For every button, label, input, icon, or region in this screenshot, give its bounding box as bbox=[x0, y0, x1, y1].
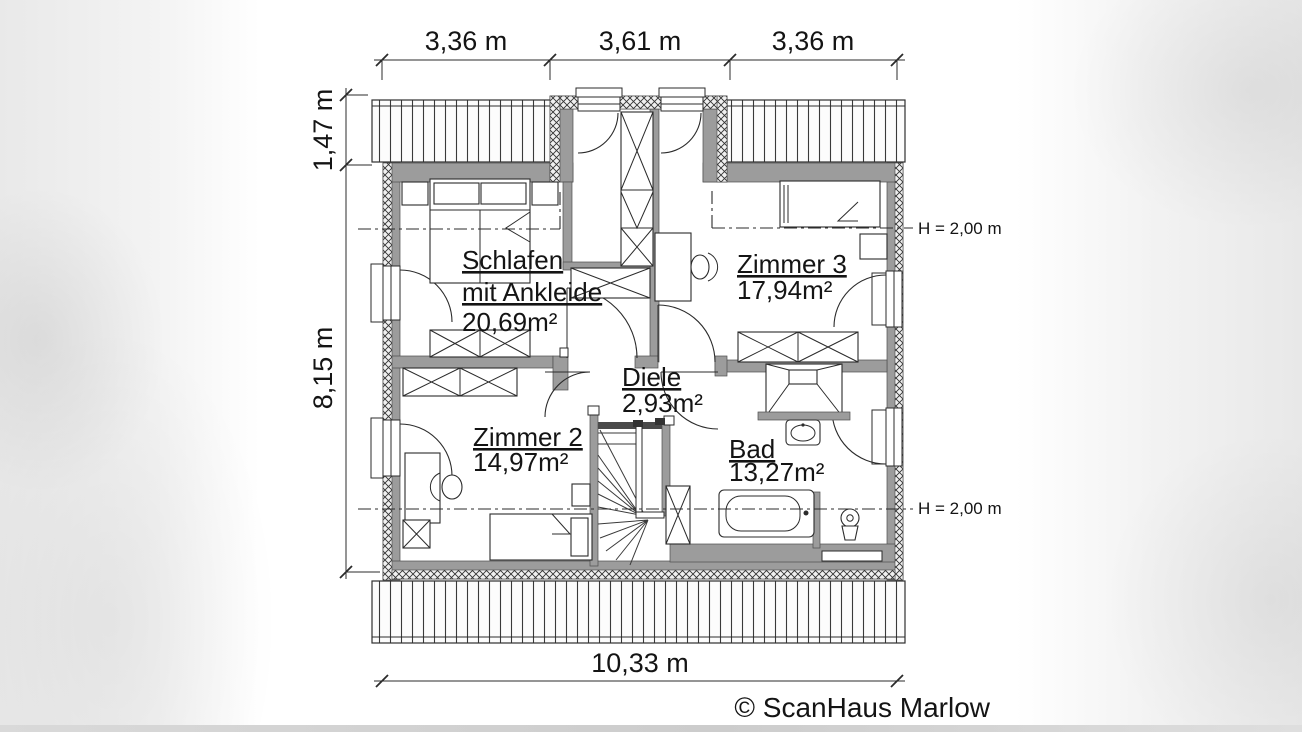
zimmer3-desk-icon bbox=[655, 233, 718, 301]
shower-icon bbox=[758, 364, 850, 420]
eave-top-right bbox=[727, 100, 905, 162]
zimmer3-nightstand-icon bbox=[860, 234, 887, 259]
zimmer2-desk-icon bbox=[405, 453, 462, 523]
stairs-icon bbox=[598, 418, 665, 565]
room-label-schlafen-line2: mit Ankleide bbox=[462, 277, 603, 307]
height-label-lower: H = 2,00 m bbox=[918, 499, 1002, 518]
door-jamb bbox=[560, 348, 568, 357]
zimmer2-bed-icon bbox=[490, 514, 592, 560]
copyright-text: © ScanHaus Marlow bbox=[734, 692, 990, 723]
hatch-wall-right bbox=[895, 163, 903, 580]
room-area-schlafen: 20,69m² bbox=[462, 307, 558, 337]
hatch-dormer-left bbox=[550, 96, 560, 182]
room-label-diele: Diele bbox=[622, 362, 682, 392]
dim-top-1: 3,36 m bbox=[424, 26, 508, 56]
wall-schlafen-zimmer2 bbox=[383, 356, 553, 368]
room-area-diele: 2,93m² bbox=[622, 388, 703, 418]
wardrobe-column-icon bbox=[621, 112, 653, 266]
zimmer3-closet-icon bbox=[738, 332, 858, 362]
toilet-icon bbox=[841, 509, 859, 540]
zimmer2-chest-icon bbox=[403, 520, 430, 548]
bathtub-icon bbox=[719, 490, 814, 537]
stair-guard-rail bbox=[598, 422, 662, 429]
door-jamb bbox=[588, 406, 599, 415]
dim-top-2: 3,61 m bbox=[598, 26, 682, 56]
radiator-niche bbox=[822, 551, 882, 561]
dormer-window-1 bbox=[576, 88, 622, 153]
dim-top-3: 3,36 m bbox=[771, 26, 855, 56]
dimension-bottom bbox=[374, 648, 905, 687]
window-right-zimmer3 bbox=[834, 271, 902, 327]
dimension-top bbox=[374, 26, 905, 80]
eave-top-left bbox=[372, 100, 553, 162]
wall-stub-diele-west bbox=[553, 356, 568, 390]
washbasin-icon bbox=[786, 420, 820, 445]
room-label-bad: Bad bbox=[729, 434, 776, 464]
room-area-zimmer2: 14,97m² bbox=[473, 447, 569, 477]
wall-ankleide-west bbox=[563, 182, 572, 268]
wall-top-right bbox=[703, 163, 903, 182]
zimmer2-shelf-icon bbox=[572, 484, 590, 506]
room-area-zimmer3: 17,94m² bbox=[737, 275, 833, 305]
zimmer3-bed-icon bbox=[780, 181, 880, 227]
zimmer2-closet-icon bbox=[403, 368, 517, 396]
eave-bottom bbox=[372, 581, 905, 643]
dim-bottom-total: 10,33 m bbox=[591, 648, 689, 678]
room-label-zimmer3: Zimmer 3 bbox=[737, 249, 847, 279]
wall-stub-bad-door bbox=[715, 356, 727, 376]
bad-cupboard-icon bbox=[666, 486, 690, 544]
room-area-bad: 13,27m² bbox=[729, 457, 825, 487]
room-label-schlafen-line1: Schlafen bbox=[462, 245, 564, 275]
dim-left-upper: 1,47 m bbox=[308, 88, 338, 172]
hatch-wall-left bbox=[383, 163, 392, 580]
door-arc-zimmer3 bbox=[658, 305, 715, 362]
dim-left-lower: 8,15 m bbox=[308, 326, 338, 410]
hatch-dormer-right bbox=[717, 96, 727, 182]
hatch-wall-bottom bbox=[392, 570, 895, 579]
dimension-left bbox=[308, 88, 380, 579]
dormer-window-2 bbox=[659, 88, 705, 153]
room-label-zimmer2: Zimmer 2 bbox=[473, 422, 583, 452]
height-label-upper: H = 2,00 m bbox=[918, 219, 1002, 238]
